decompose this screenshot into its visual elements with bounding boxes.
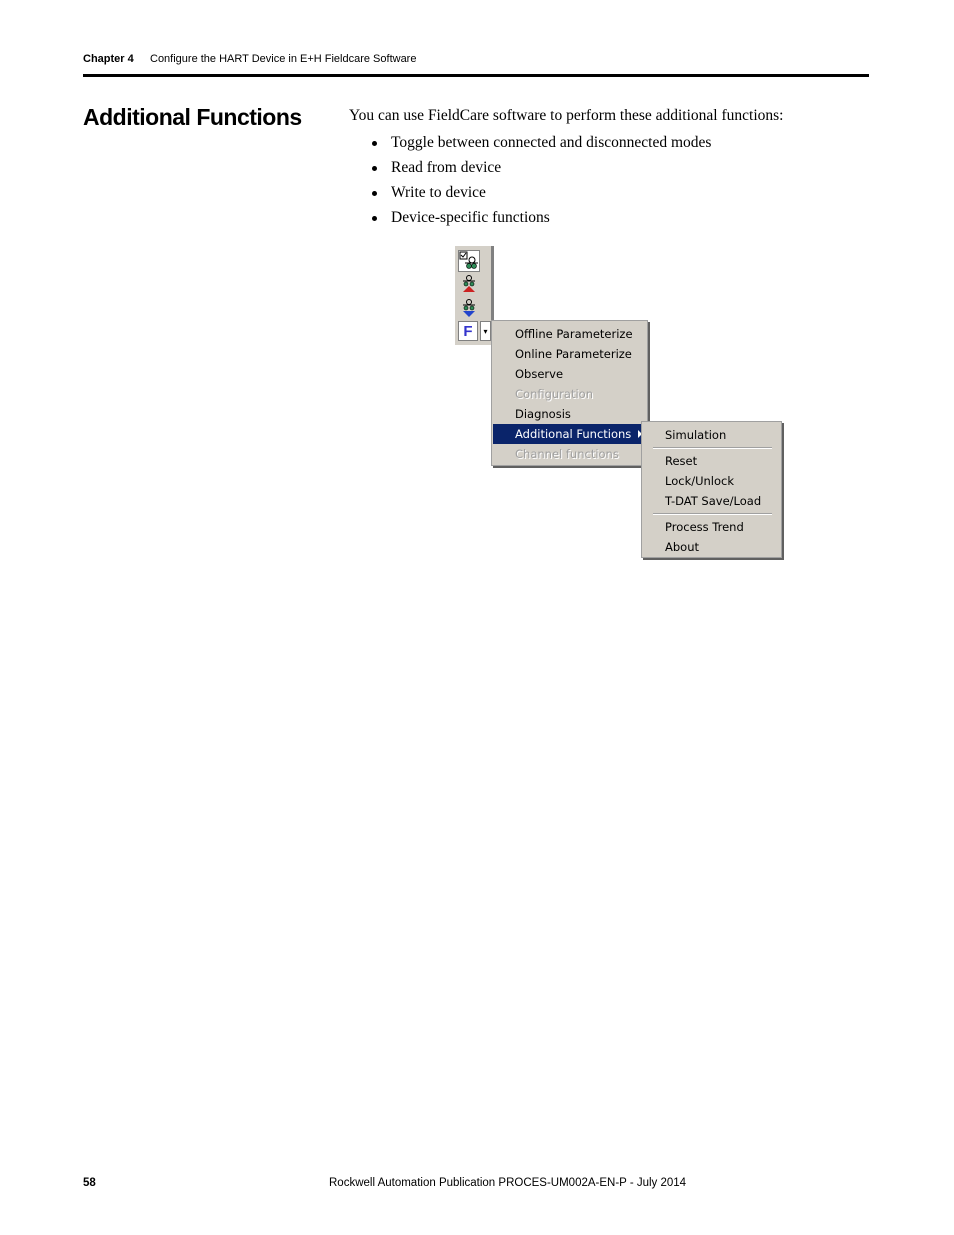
page-number: 58 bbox=[83, 1177, 96, 1189]
menu-separator bbox=[653, 447, 772, 449]
menu-item-diagnosis[interactable]: Diagnosis bbox=[515, 407, 571, 421]
menu-item-observe[interactable]: Observe bbox=[515, 367, 564, 381]
bullet-icon bbox=[372, 166, 377, 171]
list-item-text: Device-specific functions bbox=[391, 209, 550, 226]
section-title: Additional Functions bbox=[83, 104, 302, 130]
connect-toggle-icon bbox=[459, 251, 479, 271]
menu-item-offline-parameterize[interactable]: Offline Parameterize bbox=[515, 327, 633, 341]
list-item-text: Read from device bbox=[391, 159, 502, 176]
menu-item-online-parameterize[interactable]: Online Parameterize bbox=[515, 347, 632, 361]
list-item-text: Toggle between connected and disconnected modes bbox=[391, 134, 712, 151]
list-item-text: Write to device bbox=[391, 184, 486, 201]
write-to-device-icon bbox=[460, 298, 478, 318]
list-item bbox=[372, 157, 711, 182]
read-from-device-button[interactable] bbox=[458, 273, 480, 295]
chapter-label: Chapter 4 bbox=[83, 53, 134, 65]
bullet-icon bbox=[372, 141, 377, 146]
chevron-down-icon[interactable]: ▾ bbox=[480, 321, 491, 341]
list-item bbox=[372, 182, 711, 207]
function-list bbox=[372, 132, 711, 232]
submenu-item-about[interactable]: About bbox=[665, 540, 700, 554]
publication-info: Rockwell Automation Publication PROCES-UM002A-EN-P - July 2014 bbox=[329, 1177, 687, 1189]
submenu-item-lock-unlock[interactable]: Lock/Unlock bbox=[665, 474, 735, 488]
list-item bbox=[372, 207, 711, 232]
additional-functions-submenu bbox=[641, 421, 782, 558]
write-to-device-button[interactable] bbox=[458, 297, 480, 319]
bullet-icon bbox=[372, 216, 377, 221]
submenu-item-reset[interactable]: Reset bbox=[665, 454, 698, 468]
device-toolbar bbox=[455, 246, 494, 345]
menu-item-configuration: Configuration bbox=[515, 387, 593, 401]
device-functions-button[interactable]: F bbox=[458, 321, 478, 341]
read-from-device-icon bbox=[460, 274, 478, 294]
bullet-icon bbox=[372, 191, 377, 196]
header-rule bbox=[83, 74, 869, 77]
menu-item-additional-functions[interactable] bbox=[493, 424, 646, 444]
menu-separator bbox=[653, 513, 772, 515]
menu-item-label: Additional Functions bbox=[515, 427, 632, 441]
submenu-item-simulation[interactable]: Simulation bbox=[665, 428, 727, 442]
fieldcare-menu-screenshot bbox=[453, 244, 785, 560]
chapter-title: Configure the HART Device in E+H Fieldcare Software bbox=[150, 53, 417, 65]
list-item bbox=[372, 132, 711, 157]
submenu-item-process-trend[interactable]: Process Trend bbox=[665, 520, 744, 534]
submenu-item-tdat-save-load[interactable]: T-DAT Save/Load bbox=[665, 494, 762, 508]
menu-item-channel-functions: Channel functions bbox=[515, 447, 619, 461]
device-functions-menu bbox=[491, 320, 648, 466]
connect-toggle-button[interactable] bbox=[458, 250, 480, 272]
intro-text: You can use FieldCare software to perform these additional functions: bbox=[349, 107, 784, 124]
